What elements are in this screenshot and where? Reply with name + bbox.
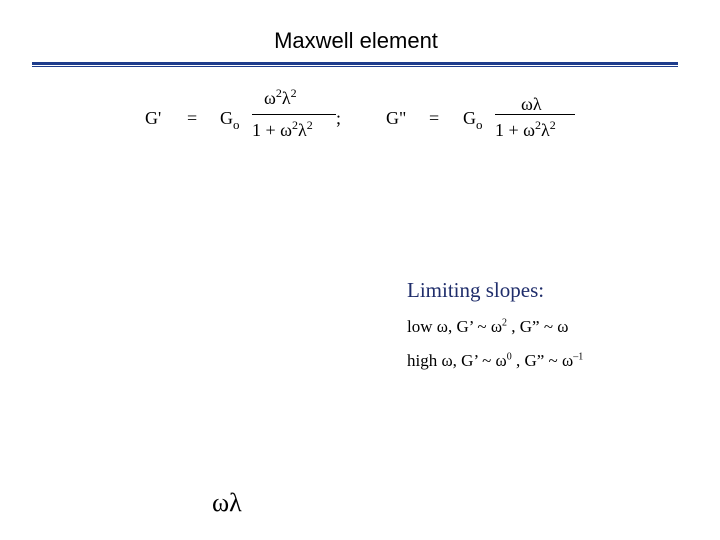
gprime-equals: = [187, 108, 198, 128]
gdoubleprime-denominator: $1 + \omega^2\lambda^2$ [495, 118, 556, 140]
gdoubleprime-numerator: ωλ [521, 94, 542, 114]
limiting-slopes-heading: Limiting slopes: [407, 278, 545, 302]
low-frequency-slope: low ω, G’ ~ $\omega^2$ , G” ~ ω [407, 317, 569, 336]
gdoubleprime-lhs: G" [386, 108, 407, 128]
x-axis-label: ωλ [212, 488, 242, 517]
title-divider [32, 62, 678, 65]
high-frequency-slope: high ω, G’ ~ $\omega^0$ , G” ~ $\omega^{-1}$ [407, 351, 584, 370]
gdoubleprime-fraction-bar [495, 114, 575, 115]
gdoubleprime-fraction [495, 86, 575, 146]
gprime-lhs: G' [145, 108, 162, 128]
gprime-fraction [252, 86, 336, 146]
gprime-coef: $G_o$ [220, 108, 240, 132]
gdoubleprime-equals: = [429, 108, 440, 128]
gdoubleprime-coef: $G_o$ [463, 108, 483, 132]
gprime-numerator: $\omega^2\lambda^2$ [264, 86, 297, 108]
gprime-denominator: $1 + \omega^2\lambda^2$ [252, 118, 313, 140]
equation-separator: ; [336, 108, 342, 128]
limiting-slopes-note [407, 278, 697, 385]
gprime-fraction-bar [252, 114, 336, 115]
title-divider-thin [32, 66, 678, 67]
page-title: Maxwell element [274, 28, 438, 53]
